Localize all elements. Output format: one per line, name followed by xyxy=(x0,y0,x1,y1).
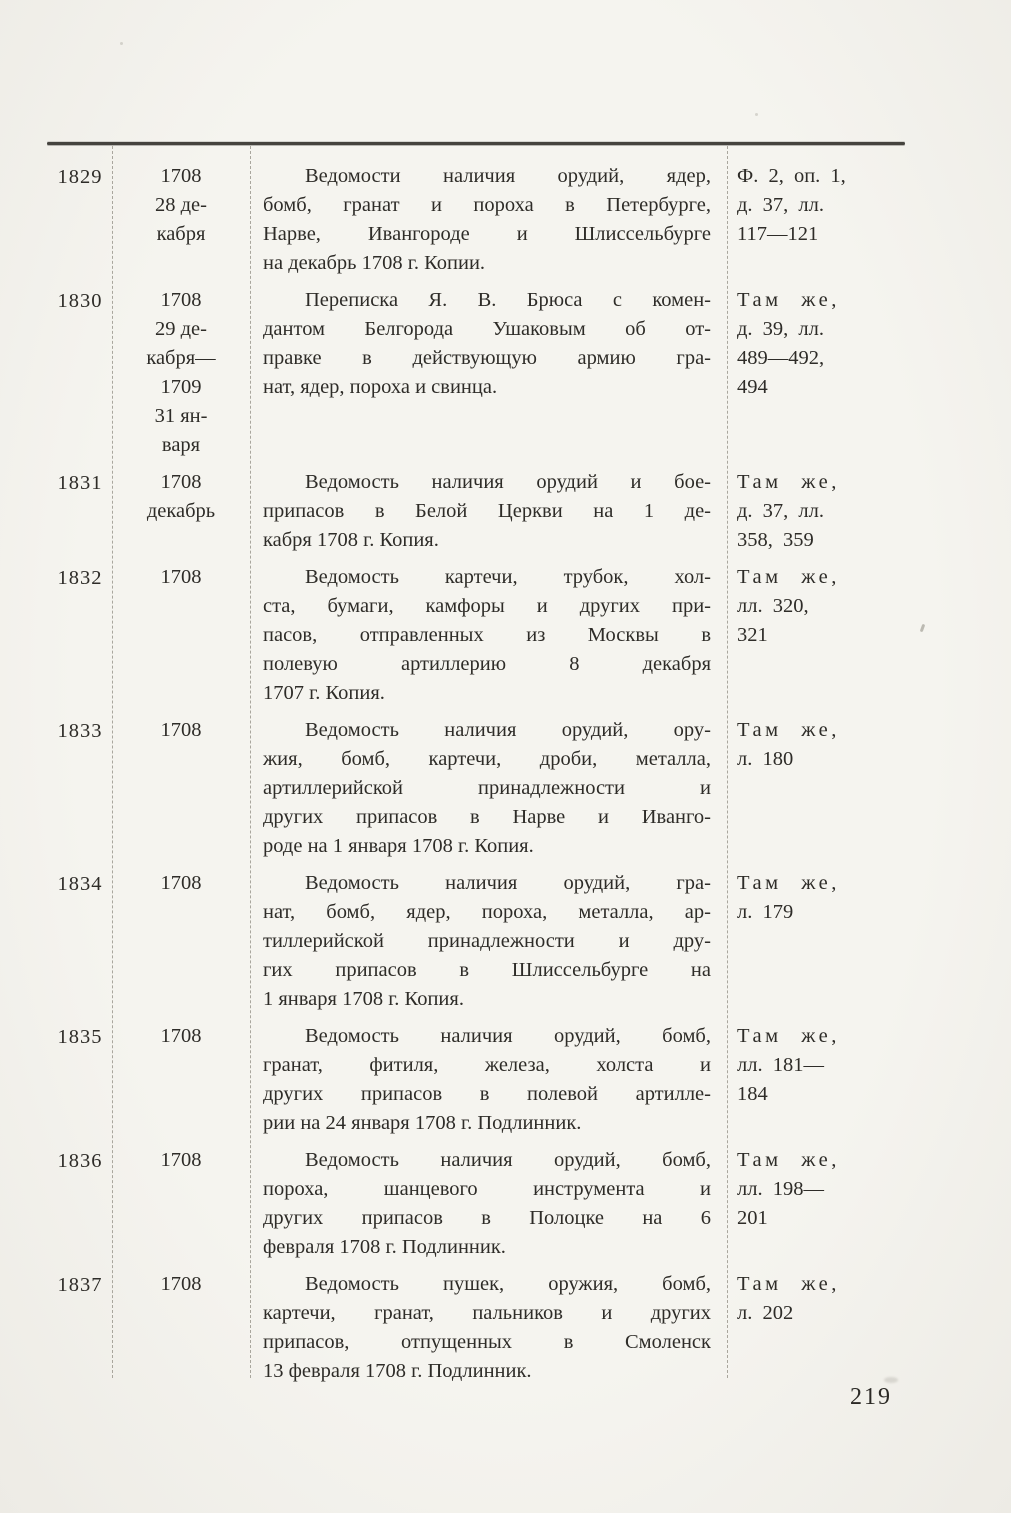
entry-description-cell xyxy=(250,716,727,861)
entry-reference-cell xyxy=(727,286,905,460)
entry-reference-line: 494 xyxy=(737,376,768,398)
entry-description-line: Ведомость наличия орудий, ору- xyxy=(305,719,711,741)
entry-date-line: 1708 xyxy=(160,1273,202,1295)
entry-reference-cell xyxy=(727,468,905,555)
entry-description-line: гих припасов в Шлиссельбурге на xyxy=(263,959,711,981)
entry-description-cell xyxy=(250,869,727,1014)
entry-date-line: 1708 xyxy=(160,872,202,894)
entry-number: 1834 xyxy=(57,873,103,895)
entry-description-cell xyxy=(250,286,727,460)
entry-description-cell xyxy=(250,468,727,555)
table-row xyxy=(48,1146,905,1262)
entry-number: 1832 xyxy=(57,567,103,589)
table-row xyxy=(48,1022,905,1138)
entry-reference-cell xyxy=(727,1022,905,1138)
entry-description-line: правке в действующую армию гра- xyxy=(263,347,711,369)
entry-description-line: кабря 1708 г. Копия. xyxy=(263,529,439,551)
entry-description-line: других припасов в Нарве и Иванго- xyxy=(263,806,711,828)
entry-reference-line: 117—121 xyxy=(737,223,819,245)
entry-description-line: Нарве, Ивангороде и Шлиссельбурге xyxy=(263,223,711,245)
entry-description-line: жия, бомб, картечи, дроби, металла, xyxy=(263,748,711,770)
entry-reference-cell xyxy=(727,1146,905,1262)
table-row xyxy=(48,716,905,861)
entry-reference-line: Там же, xyxy=(737,471,840,493)
entry-date-cell xyxy=(112,468,250,555)
entry-date-line: 1708 xyxy=(160,165,202,187)
entry-reference-line: Там же, xyxy=(737,719,840,741)
entry-number: 1835 xyxy=(57,1026,103,1048)
entry-date-line: кабря xyxy=(156,223,206,245)
entry-date-cell xyxy=(112,716,250,861)
entry-date-line: 1709 xyxy=(160,376,202,398)
entry-date-cell xyxy=(112,1022,250,1138)
entry-description-line: дантом Белгорода Ушаковым об от- xyxy=(263,318,711,340)
entry-number: 1830 xyxy=(57,290,103,312)
entry-reference-line: лл. 320, xyxy=(737,595,809,617)
entry-description-line: бомб, гранат и пороха в Петербурге, xyxy=(263,194,711,216)
entry-reference-line: лл. 198— xyxy=(737,1178,824,1200)
table-row xyxy=(48,1270,905,1386)
entry-date-cell xyxy=(112,563,250,708)
entry-description-line: других припасов в полевой артилле- xyxy=(263,1083,711,1105)
entry-date-line: 1708 xyxy=(160,1149,202,1171)
entry-reference-line: 321 xyxy=(737,624,768,646)
entry-description-line: Ведомость наличия орудий, бомб, xyxy=(305,1025,711,1047)
entry-description-line: пороха, шанцевого инструмента и xyxy=(263,1178,711,1200)
entry-description-line: Ведомость наличия орудий и бое- xyxy=(305,471,711,493)
table-row xyxy=(48,563,905,708)
entry-description-line: пасов, отправленных из Москвы в xyxy=(263,624,711,646)
entry-date-line: 1708 xyxy=(160,566,202,588)
entry-reference-line: Ф. 2, оп. 1, xyxy=(737,165,846,187)
entry-reference-line: л. 202 xyxy=(737,1302,794,1324)
entry-reference-line: 184 xyxy=(737,1083,768,1105)
scan-artifact xyxy=(755,113,758,116)
table-top-rule xyxy=(47,142,905,145)
entry-date-line: 28 де- xyxy=(155,194,207,216)
entry-reference-line: лл. 181— xyxy=(737,1054,824,1076)
entry-reference-line: д. 37, лл. xyxy=(737,194,825,216)
entry-date-line: варя xyxy=(161,434,201,456)
entry-description-cell xyxy=(250,162,727,278)
entry-description-line: Ведомость наличия орудий, гра- xyxy=(305,872,711,894)
entry-reference-line: д. 37, лл. xyxy=(737,500,825,522)
entry-reference-line: 358, 359 xyxy=(737,529,814,551)
entry-reference-line: Там же, xyxy=(737,1149,840,1171)
entry-date-cell xyxy=(112,286,250,460)
table-row xyxy=(48,468,905,555)
entry-reference-line: Там же, xyxy=(737,872,840,894)
entry-number: 1833 xyxy=(57,720,103,742)
entry-description-line: гранат, фитиля, железа, холста и xyxy=(263,1054,711,1076)
entry-description-line: 1707 г. Копия. xyxy=(263,682,385,704)
entry-date-line: 31 ян- xyxy=(154,405,208,427)
entry-reference-cell xyxy=(727,162,905,278)
entry-number: 1831 xyxy=(57,472,103,494)
entry-description-line: 1 января 1708 г. Копия. xyxy=(263,988,464,1010)
entry-description-line: картечи, гранат, пальников и других xyxy=(263,1302,711,1324)
entry-description-line: нат, бомб, ядер, пороха, металла, ар- xyxy=(263,901,711,923)
entry-reference-line: 201 xyxy=(737,1207,768,1229)
entry-description-cell xyxy=(250,1022,727,1138)
entry-description-cell xyxy=(250,1146,727,1262)
entry-description-line: припасов, отпущенных в Смоленск xyxy=(263,1331,711,1353)
entry-reference-cell xyxy=(727,869,905,1014)
entry-reference-line: Там же, xyxy=(737,289,840,311)
entry-date-line: 1708 xyxy=(160,719,202,741)
entry-description-cell xyxy=(250,1270,727,1386)
table-row xyxy=(48,869,905,1014)
entry-date-line: 29 де- xyxy=(155,318,207,340)
entry-description-line: Ведомость пушек, оружия, бомб, xyxy=(305,1273,711,1295)
entry-reference-line: Там же, xyxy=(737,1025,840,1047)
entry-date-line: 1708 xyxy=(160,471,202,493)
entry-description-line: Ведомость наличия орудий, бомб, xyxy=(305,1149,711,1171)
entry-description-line: ста, бумаги, камфоры и других при- xyxy=(263,595,711,617)
entry-description-line: Ведомость картечи, трубок, хол- xyxy=(305,566,711,588)
entry-number: 1829 xyxy=(57,166,103,188)
entry-description-line: артиллерийской принадлежности и xyxy=(263,777,711,799)
entry-description-line: рии на 24 января 1708 г. Подлинник. xyxy=(263,1112,582,1134)
entry-reference-cell xyxy=(727,716,905,861)
entry-description-line: Ведомости наличия орудий, ядер, xyxy=(305,165,711,187)
entry-date-cell xyxy=(112,1270,250,1386)
entry-date-cell xyxy=(112,1146,250,1262)
entry-description-line: нат, ядер, пороха и свинца. xyxy=(263,376,498,398)
entry-description-line: припасов в Белой Церкви на 1 де- xyxy=(263,500,711,522)
entry-description-cell xyxy=(250,563,727,708)
table-row xyxy=(48,286,905,460)
entry-description-line: февраля 1708 г. Подлинник. xyxy=(263,1236,506,1258)
entry-number: 1836 xyxy=(57,1150,103,1172)
entry-description-line: тиллерийской принадлежности и дру- xyxy=(263,930,711,952)
entry-reference-line: 489—492, xyxy=(737,347,825,369)
entry-date-line: 1708 xyxy=(160,1025,202,1047)
entry-reference-line: л. 180 xyxy=(737,748,794,770)
entry-number: 1837 xyxy=(57,1274,103,1296)
scan-artifact xyxy=(884,1377,898,1383)
entry-description-line: 13 февраля 1708 г. Подлинник. xyxy=(263,1360,532,1382)
entry-date-line: кабря— xyxy=(146,347,216,369)
entry-date-line: 1708 xyxy=(160,289,202,311)
entry-reference-line: Там же, xyxy=(737,1273,840,1295)
entry-description-line: роде на 1 января 1708 г. Копия. xyxy=(263,835,534,857)
entry-date-cell xyxy=(112,869,250,1014)
entry-reference-cell xyxy=(727,563,905,708)
scan-artifact xyxy=(920,624,926,633)
entry-reference-cell xyxy=(727,1270,905,1386)
entry-reference-line: Там же, xyxy=(737,566,840,588)
entry-description-line: Переписка Я. В. Брюса с комен- xyxy=(305,289,711,311)
archive-entries-table xyxy=(48,162,905,1394)
entry-reference-line: л. 179 xyxy=(737,901,794,923)
entry-reference-line: д. 39, лл. xyxy=(737,318,825,340)
entry-description-line: полевую артиллерию 8 декабря xyxy=(263,653,711,675)
scan-artifact xyxy=(120,42,123,45)
page-number: 219 xyxy=(850,1384,892,1410)
entry-date-line: декабрь xyxy=(146,500,216,522)
entry-date-cell xyxy=(112,162,250,278)
entry-description-line: других припасов в Полоцке на 6 xyxy=(263,1207,711,1229)
table-row xyxy=(48,162,905,278)
entry-description-line: на декабрь 1708 г. Копии. xyxy=(263,252,486,274)
